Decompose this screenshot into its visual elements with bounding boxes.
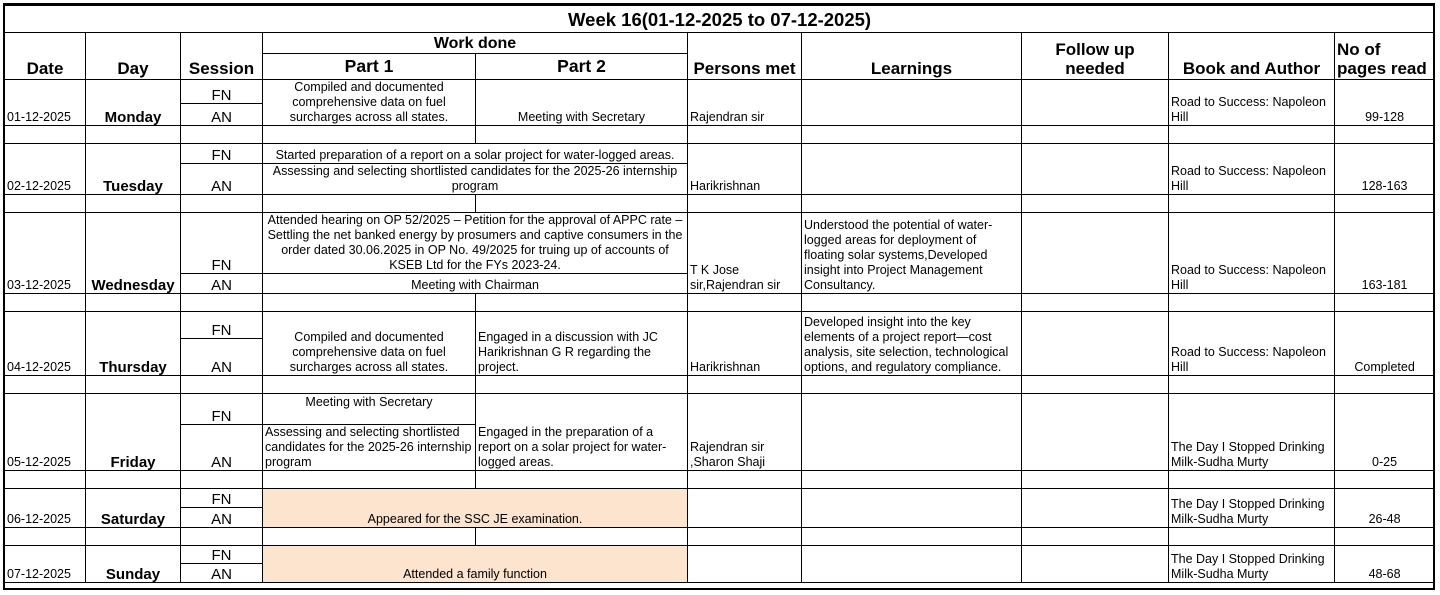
row-book: Road to Success: Napoleon Hill: [1169, 144, 1335, 195]
row-pages: 128-163: [1335, 144, 1435, 195]
row-date: 06-12-2025: [5, 489, 86, 528]
session-an: AN: [181, 564, 263, 583]
header-follow-up: Follow up needed: [1022, 33, 1169, 80]
row-an-part1: Assessing and selecting shortlisted candidates for the 2025-26 internship program: [263, 425, 476, 471]
row-persons: [688, 546, 802, 583]
row-date: 04-12-2025: [5, 312, 86, 376]
session-fn: FN: [181, 312, 263, 339]
header-pages-read: No of pages read: [1335, 33, 1435, 80]
session-an: AN: [181, 508, 263, 528]
row-persons: Harikrishnan: [688, 144, 802, 195]
row-persons: Harikrishnan: [688, 312, 802, 376]
row-pages: 26-48: [1335, 489, 1435, 528]
row-part1: Compiled and documented comprehensive data on fuel surcharges across all states.: [263, 80, 476, 126]
row-day: Sunday: [86, 546, 181, 583]
row-pages: Completed: [1335, 312, 1435, 376]
row-follow-up: [1022, 144, 1169, 195]
row-book: The Day I Stopped Drinking Milk-Sudha Murty: [1169, 546, 1335, 583]
table-row: [5, 394, 1435, 425]
session-fn: FN: [181, 80, 263, 104]
row-persons: Rajendran sir ,Sharon Shaji: [688, 394, 802, 471]
row-follow-up: [1022, 312, 1169, 376]
session-fn: FN: [181, 546, 263, 564]
table-row: [5, 213, 1435, 274]
row-fn-work: Attended hearing on OP 52/2025 – Petition for the approval of APPC rate –Settling the net banked energy by prosumers and captive consumers in the order dated 30.06.2025 in OP No. 49/2025 for truing up of accounts of KSEB Ltd for the FYs 2023-24.: [263, 213, 688, 274]
row-an-work: Assessing and selecting shortlisted candidates for the 2025-26 internship program: [263, 164, 688, 195]
row-pages: 48-68: [1335, 546, 1435, 583]
table-row: [5, 546, 1435, 564]
header-book-author: Book and Author: [1169, 33, 1335, 80]
row-book: Road to Success: Napoleon Hill: [1169, 80, 1335, 126]
header-session: Session: [181, 33, 263, 80]
session-fn: FN: [181, 213, 263, 274]
week-title: Week 16(01-12-2025 to 07-12-2025): [5, 6, 1435, 33]
row-fn-work: Started preparation of a report on a solar project for water-logged areas.: [263, 144, 688, 164]
session-an: AN: [181, 425, 263, 471]
table-row: [5, 489, 1435, 508]
row-part1: Compiled and documented comprehensive data on fuel surcharges across all states.: [263, 312, 476, 376]
row-part2: Meeting with Secretary: [476, 80, 688, 126]
row-day: Monday: [86, 80, 181, 126]
row-date: 01-12-2025: [5, 80, 86, 126]
row-date: 02-12-2025: [5, 144, 86, 195]
row-book: Road to Success: Napoleon Hill: [1169, 312, 1335, 376]
weekly-report-table: [4, 5, 1435, 583]
row-follow-up: [1022, 394, 1169, 471]
row-learnings: Developed insight into the key elements of a project report—cost analysis, site selection, technological options, and regulatory compliance.: [802, 312, 1022, 376]
row-day: Saturday: [86, 489, 181, 528]
header-part1: Part 1: [263, 54, 476, 80]
row-learnings: [802, 144, 1022, 195]
row-day: Thursday: [86, 312, 181, 376]
row-follow-up: [1022, 80, 1169, 126]
row-part2: Engaged in the preparation of a report on a solar project for water-logged areas.: [476, 394, 688, 471]
row-day: Wednesday: [86, 213, 181, 294]
row-pages: 99-128: [1335, 80, 1435, 126]
header-date: Date: [5, 33, 86, 80]
row-book: The Day I Stopped Drinking Milk-Sudha Murty: [1169, 394, 1335, 471]
row-learnings: [802, 489, 1022, 528]
row-learnings: [802, 546, 1022, 583]
row-pages: 0-25: [1335, 394, 1435, 471]
table-row: [5, 80, 1435, 104]
session-an: AN: [181, 339, 263, 376]
row-work-highlight: Appeared for the SSC JE examination.: [263, 489, 688, 528]
header-work-done: Work done: [263, 33, 688, 54]
session-an: AN: [181, 104, 263, 126]
row-persons: Rajendran sir: [688, 80, 802, 126]
row-book: Road to Success: Napoleon Hill: [1169, 213, 1335, 294]
row-part2: Engaged in a discussion with JC Harikrishnan G R regarding the project.: [476, 312, 688, 376]
table-row: [5, 144, 1435, 164]
row-an-work: Meeting with Chairman: [263, 274, 688, 294]
row-learnings: [802, 394, 1022, 471]
row-learnings: [802, 80, 1022, 126]
row-learnings: Understood the potential of water-logged areas for deployment of floating solar systems,Developed insight into Project Management Consultancy.: [802, 213, 1022, 294]
row-work-highlight: Attended a family function: [263, 546, 688, 583]
header-day: Day: [86, 33, 181, 80]
row-follow-up: [1022, 489, 1169, 528]
session-fn: FN: [181, 394, 263, 425]
session-an: AN: [181, 164, 263, 195]
session-fn: FN: [181, 489, 263, 508]
row-day: Tuesday: [86, 144, 181, 195]
session-fn: FN: [181, 144, 263, 164]
row-follow-up: [1022, 213, 1169, 294]
row-date: 03-12-2025: [5, 213, 86, 294]
header-persons-met: Persons met: [688, 33, 802, 80]
row-book: The Day I Stopped Drinking Milk-Sudha Murty: [1169, 489, 1335, 528]
row-follow-up: [1022, 546, 1169, 583]
header-learnings: Learnings: [802, 33, 1022, 80]
row-pages: 163-181: [1335, 213, 1435, 294]
row-date: 05-12-2025: [5, 394, 86, 471]
header-part2: Part 2: [476, 54, 688, 80]
row-persons: [688, 489, 802, 528]
table-row: [5, 312, 1435, 339]
row-date: 07-12-2025: [5, 546, 86, 583]
row-persons: T K Jose sir,Rajendran sir: [688, 213, 802, 294]
row-fn-part1: Meeting with Secretary: [263, 394, 476, 425]
row-day: Friday: [86, 394, 181, 471]
session-an: AN: [181, 274, 263, 294]
